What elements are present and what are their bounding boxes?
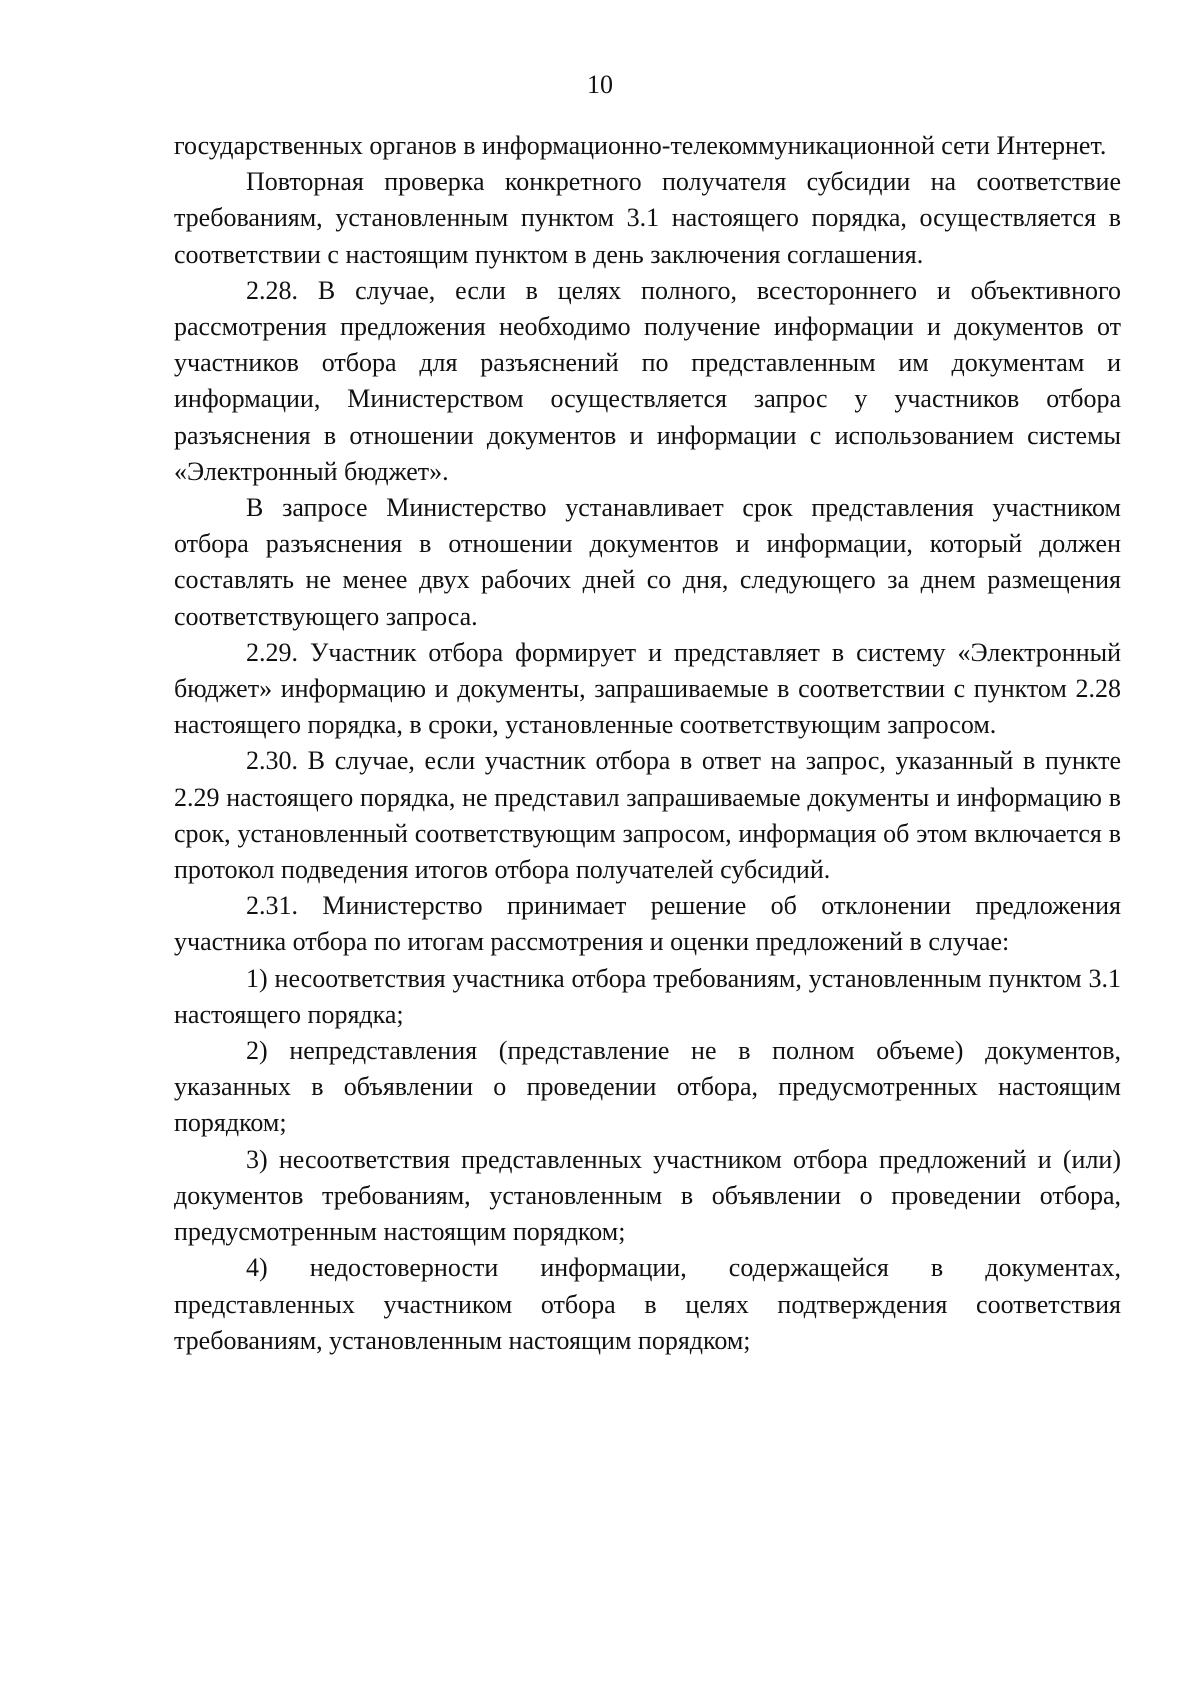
paragraph: 2.31. Министерство принимает решение об отклонении предложения участника отбора по итогам рассмотрения и оценки предложений в случае: [174,891,1121,957]
paragraph: 2) непредставления (представление не в полном объеме) документов, указанных в объявлении о проведении отбора, предусмотренных настоящим порядком; [174,1036,1121,1138]
paragraph: государственных органов в информационно-телекоммуникационной сети Интернет. [174,131,1107,160]
paragraph: 1) несоответствия участника отбора требованиям, установленным пунктом 3.1 настоящего порядка; [174,963,1121,1029]
paragraph: 3) несоответствия представленных участником отбора предложений и (или) документов требованиям, установленным в объявлении о проведении отбора, предусмотренным настоящим порядком; [174,1144,1121,1247]
paragraph: 2.29. Участник отбора формирует и представляет в систему «Электронный бюджет» информацию и документы, запрашиваемые в соответствии с пунктом 2.28 настоящего порядка, в сроки, установленные соответствующим запросом. [174,637,1121,740]
paragraph: В запросе Министерство устанавливает срок представления участником отбора разъяснения в отношении документов и информации, который должен составлять не менее двух рабочих дней со дня, следующего за днем размещения соответствующего запроса. [174,493,1121,631]
paragraph: 2.30. В случае, если участник отбора в ответ на запрос, указанный в пункте 2.29 настоящего порядка, не представил запрашиваемые документы и информацию в срок, установленный соответствующим запросом, информация об этом включается в протокол подведения итогов отбора получателей субсидий. [174,746,1121,885]
paragraph: Повторная проверка конкретного получателя субсидии на соответствие требованиям, установленным пунктом 3.1 настоящего порядка, осуществляется в соответствии с настоящим пунктом в день заключения соглашения. [174,167,1121,269]
page-number: 10 [587,70,613,99]
paragraph: 2.28. В случае, если в целях полного, всестороннего и объективного рассмотрения предложения необходимо получение информации и документов от участников отбора для разъяснений по представленным им документам и информации, Министерством осуществляется запрос у участников отбора разъяснения в отношении документов и информации с использованием системы «Электронный бюджет». [174,275,1121,486]
paragraph: 4) недостоверности информации, содержащейся в документах, представленных участником отбора в целях подтверждения соответствия требованиям, установленным настоящим порядком; [174,1253,1121,1355]
document-body [174,128,1121,1359]
